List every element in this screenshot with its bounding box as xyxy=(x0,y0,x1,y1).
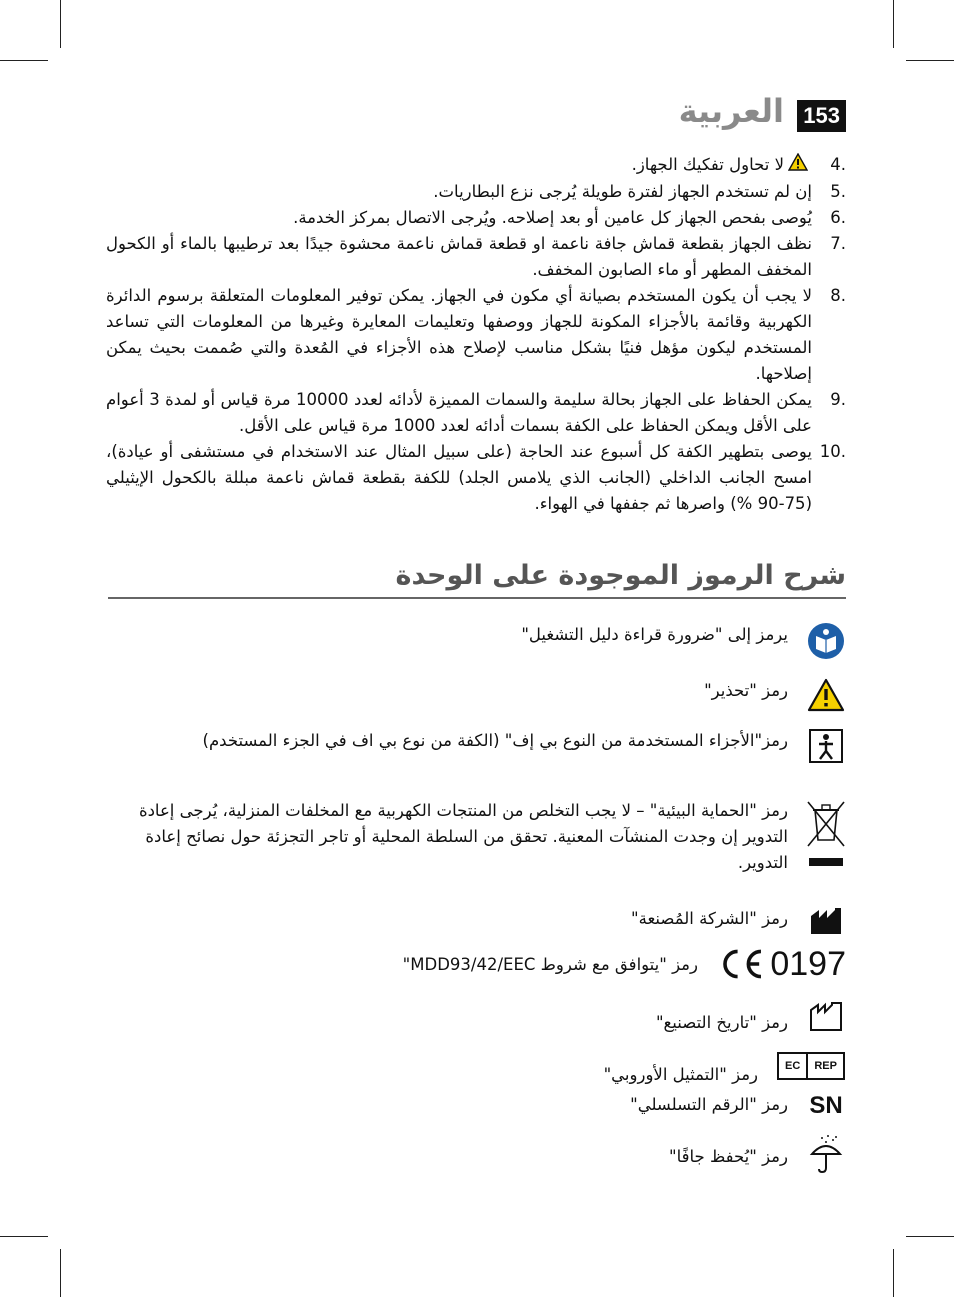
symbol-label: رمز"الأجزاء المستخدمة من النوع بي إف" (الكفة من نوع بي اف في الجزء المستخدم) xyxy=(202,731,788,750)
manufacture-date-icon xyxy=(806,1000,846,1032)
crop-mark xyxy=(893,1249,894,1297)
item-number: .6 xyxy=(830,207,846,227)
ce-number: 0197 xyxy=(770,945,846,983)
symbol-row xyxy=(106,798,846,876)
item-number: .7 xyxy=(830,233,846,253)
keep-dry-icon xyxy=(806,1134,846,1174)
crop-mark xyxy=(60,0,61,48)
symbol-label: يرمز إلى "ضرورة قراءة دليل التشغيل" xyxy=(521,625,788,644)
symbol-label: رمز "التمثيل الأوروبي" xyxy=(603,1065,758,1084)
ec-label: EC xyxy=(779,1054,808,1078)
item-number: .10 xyxy=(819,441,846,461)
symbol-row xyxy=(106,728,846,764)
item-text: يُوصى بفحص الجهاز كل عامين أو بعد إصلاحه. ويُرجى الاتصال بمركز الخدمة. xyxy=(293,207,812,227)
weee-bin-icon xyxy=(806,798,846,870)
symbol-row xyxy=(106,1052,846,1088)
symbol-row xyxy=(106,678,846,712)
item-number: .8 xyxy=(830,285,846,305)
list-item xyxy=(106,283,846,387)
instructions-list xyxy=(106,152,846,517)
crop-mark xyxy=(0,1236,48,1237)
list-item xyxy=(106,179,846,205)
ec-rep-icon xyxy=(776,1052,846,1080)
symbol-row xyxy=(106,1092,846,1120)
crop-mark xyxy=(0,60,48,61)
item-text-wrap xyxy=(106,152,812,179)
list-item xyxy=(106,387,846,439)
crop-mark xyxy=(60,1249,61,1297)
symbol-label: رمز "الشركة المُصنعة" xyxy=(631,909,788,928)
page-header xyxy=(108,92,846,134)
item-number: .4 xyxy=(830,155,846,174)
item-number: .5 xyxy=(830,181,846,201)
item-text: يوصى بتطهير الكفة كل أسبوع عند الحاجة (على سبيل المثال عند الاستخدام في مستشفى أو عيادة)، امسح الجانب الداخلي (الجانب الذي يلامس الجلد) للكفة بقطعة قماش ناعمة مبللة بالكحول الإيثيلي (75-90 %) واصرها ثم جففها في الهواء. xyxy=(106,441,812,513)
rep-label: REP xyxy=(814,1060,837,1072)
symbol-label: رمز "يتوافق مع شروط MDD93/42/EEC" xyxy=(402,955,698,974)
list-item xyxy=(106,205,846,231)
item-text: لا تحاول تفكيك الجهاز. xyxy=(631,155,784,174)
list-item xyxy=(106,231,846,283)
serial-number-icon xyxy=(806,1092,846,1120)
crop-mark xyxy=(893,0,894,48)
page-number: 153 xyxy=(797,100,846,132)
symbol-row xyxy=(106,906,846,936)
symbol-label: رمز "تاريخ التصنيع" xyxy=(655,1013,788,1032)
symbol-row xyxy=(106,1134,846,1174)
crop-mark xyxy=(906,60,954,61)
list-item xyxy=(106,439,846,517)
manufacturer-icon xyxy=(806,906,846,936)
crop-mark xyxy=(906,1236,954,1237)
symbol-row xyxy=(106,622,846,660)
item-text: إن لم تستخدم الجهاز لفترة طويلة يُرجى نزع البطاريات. xyxy=(433,181,812,201)
item-text: نظف الجهاز بقطعة قماش جافة ناعمة او قطعة قماش ناعمة محشوة جيدًا بعد ترطيبها بالماء أو الكحول المخفف المطهر أو ماء الصابون المخفف. xyxy=(106,233,812,279)
ce-mark-icon xyxy=(716,944,846,984)
manual-icon xyxy=(806,622,846,660)
symbol-label: رمز "تحذير" xyxy=(704,681,788,700)
list-item xyxy=(106,152,846,179)
sn-label: SN xyxy=(809,1092,843,1119)
item-number: .9 xyxy=(830,389,846,409)
item-text: لا يجب أن يكون المستخدم بصيانة أي مكون في الجهاز. يمكن توفير المعلومات المتعلقة برسوم الدائرة الكهربية وقائمة بالأجزاء المكونة للجهاز ووصفها وتعليمات المعايرة وغيرها من المعلومات التي تساعد المستخدم ليكون مؤهل فنيًا بشكل مناسب لإصلاح هذه الأجزاء في المُعدة والتي صُممت بحيث يمكن إصلاحها. xyxy=(106,285,812,383)
language-title: العربية xyxy=(678,92,784,130)
symbol-row xyxy=(106,944,846,984)
symbol-label: رمز "الحماية البيئية" – لا يجب التخلص من المنتجات الكهربية مع المخلفات المنزلية، يُرجى إعادة التدوير إن وجدت المنشآت المعنية. تحقق من السلطة المحلية أو تاجر التجزئة حول نصائح إعادة التدوير. xyxy=(138,801,788,872)
warning-icon xyxy=(806,678,846,712)
item-text: يمكن الحفاظ على الجهاز بحالة سليمة والسمات المميزة لأدائه لعدد 10000 مرة قياس أو لمدة 3 أعوام على الأقل ويمكن الحفاظ على الكفة بسمات أدائه لعدد 1000 مرة قياس على الأقل. xyxy=(106,389,812,435)
symbol-label: رمز "يُحفظ جافًا" xyxy=(669,1147,788,1166)
symbol-row xyxy=(106,1000,846,1036)
symbol-label: رمز "الرقم التسلسلي" xyxy=(630,1095,788,1114)
warning-icon xyxy=(788,153,808,179)
bf-applied-part-icon xyxy=(806,728,846,764)
section-title: شرح الرموز الموجودة على الوحدة xyxy=(108,560,846,599)
